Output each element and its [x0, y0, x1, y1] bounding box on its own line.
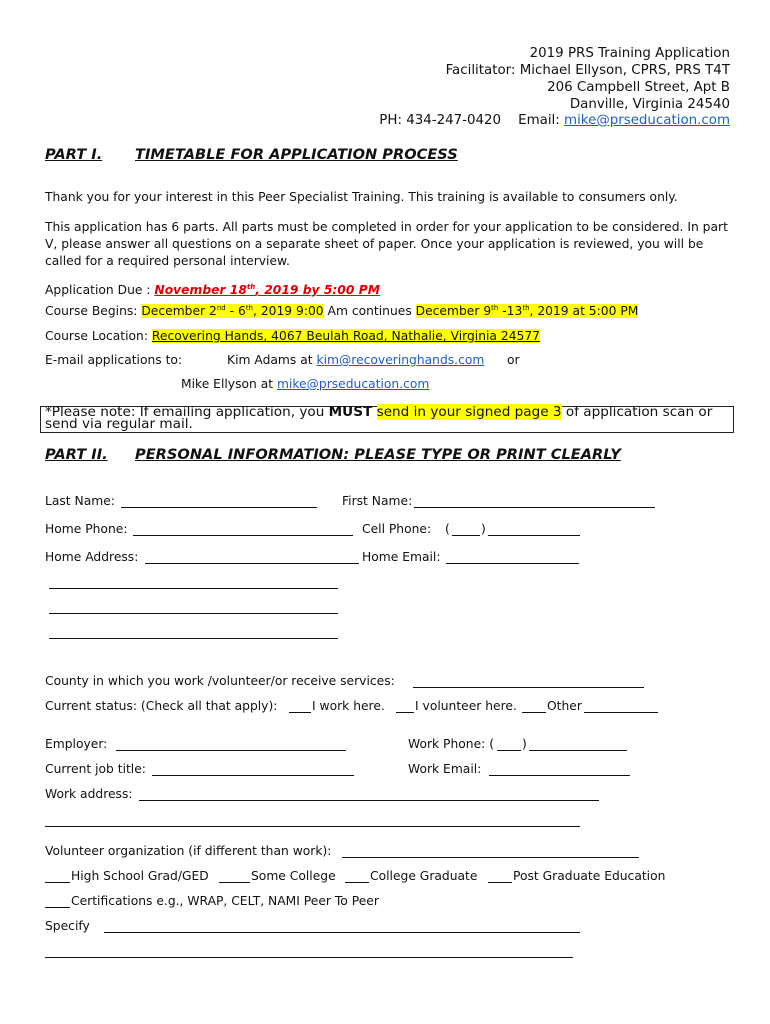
note-line-1: *Please note: If emailing application, you MUST send in your signed page 3 of application scan or [45, 404, 713, 420]
edu-post-check[interactable] [488, 882, 512, 883]
employer-label: Employer: [45, 737, 108, 751]
course-location [45, 329, 540, 343]
status-label: Current status: (Check all that apply): [45, 699, 278, 713]
or-text: or [507, 353, 520, 367]
mike-label: Mike Ellyson at [181, 377, 277, 391]
home-address-line-2[interactable] [49, 588, 338, 589]
home-phone-field[interactable] [133, 535, 353, 536]
header-email-label: Email: [518, 113, 560, 128]
certs-check[interactable] [45, 907, 70, 908]
begins-date: December 2nd - 6th, 2019 9:00 [141, 303, 324, 318]
header-email-link[interactable]: mike@prseducation.com [564, 113, 730, 128]
mike-contact [181, 377, 429, 391]
header-contact [379, 113, 730, 128]
status-other-check[interactable] [522, 712, 546, 713]
work-phone-close: ) [522, 737, 527, 751]
begins-label: Course Begins: [45, 304, 142, 318]
cell-area-field[interactable] [452, 535, 480, 536]
employer-field[interactable] [116, 750, 346, 751]
cell-phone-label: Cell Phone: [362, 522, 432, 536]
first-name-label: First Name: [342, 494, 413, 508]
edu-post-label: Post Graduate Education [513, 869, 666, 883]
header-city: Danville, Virginia 24540 [569, 97, 730, 112]
edu-grad-label: College Graduate [370, 869, 478, 883]
due-date: November 18th, 2019 by 5:00 PM [154, 282, 380, 297]
volunteer-org-field[interactable] [342, 857, 639, 858]
part2-label: PART II. [45, 446, 108, 463]
work-email-field[interactable] [489, 775, 630, 776]
home-email-label: Home Email: [362, 550, 441, 564]
edu-hs-check[interactable] [45, 882, 70, 883]
work-address-label: Work address: [45, 787, 133, 801]
work-phone-area-field[interactable] [497, 750, 521, 751]
edu-some-label: Some College [251, 869, 336, 883]
cell-phone-field[interactable] [488, 535, 580, 536]
note-line-2: send via regular mail. [45, 416, 193, 432]
certs-label: Certifications e.g., WRAP, CELT, NAMI Peer To Peer [71, 894, 379, 908]
home-address-line-3[interactable] [49, 613, 338, 614]
mike-email-link[interactable]: mike@prseducation.com [276, 377, 430, 391]
specify-line-2[interactable] [45, 957, 573, 958]
home-address-line-4[interactable] [49, 638, 338, 639]
status-work-check[interactable] [289, 712, 311, 713]
part1-title: TIMETABLE FOR APPLICATION PROCESS [135, 146, 458, 163]
cell-area-open: ( [445, 522, 450, 536]
location-label: Course Location: [45, 329, 152, 343]
last-name-label: Last Name: [45, 494, 115, 508]
location-value: Recovering Hands, 4067 Beulah Road, Nathalie, Virginia 24577 [151, 329, 540, 343]
course-begins [45, 304, 638, 318]
header-phone: PH: 434-247-0420 [379, 113, 502, 128]
email-apps-label: E-mail applications to: [45, 353, 183, 367]
specify-label: Specify [45, 919, 90, 933]
status-other-field[interactable] [584, 712, 658, 713]
header-street: 206 Campbell Street, Apt B [547, 80, 730, 95]
note-highlight: send in your signed page 3 [376, 404, 562, 420]
work-address-field[interactable] [139, 800, 599, 801]
status-volunteer-check[interactable] [396, 712, 414, 713]
work-phone-label: Work Phone: ( [408, 737, 494, 751]
volunteer-org-label: Volunteer organization (if different than work): [45, 844, 332, 858]
due-label: Application Due : [45, 283, 155, 297]
job-title-label: Current job title: [45, 762, 146, 776]
edu-some-check[interactable] [219, 882, 250, 883]
county-field[interactable] [413, 687, 644, 688]
status-work-label: I work here. [312, 699, 385, 713]
home-address-label: Home Address: [45, 550, 139, 564]
part2-title: PERSONAL INFORMATION: PLEASE TYPE OR PRINT CLEARLY [135, 446, 621, 463]
first-name-field[interactable] [414, 507, 655, 508]
county-label: County in which you work /volunteer/or receive services: [45, 674, 395, 688]
specify-field[interactable] [104, 932, 580, 933]
last-name-field[interactable] [121, 507, 317, 508]
part1-parts-text: This application has 6 parts. All parts must be completed in order for your application to be considered. In part V, please answer all questions on a separate sheet of paper. Once your application is reviewed, you will be called for a required personal interview. [45, 220, 728, 268]
home-email-field[interactable] [446, 563, 579, 564]
edu-hs-label: High School Grad/GED [71, 869, 209, 883]
kim-contact [227, 353, 484, 367]
continues-text: Am continues [323, 304, 416, 318]
kim-label: Kim Adams at [227, 353, 317, 367]
work-phone-field[interactable] [529, 750, 627, 751]
work-email-label: Work Email: [408, 762, 482, 776]
application-due [45, 283, 380, 297]
header-facilitator: Facilitator: Michael Ellyson, CPRS, PRS T4T [445, 63, 730, 78]
job-title-field[interactable] [152, 775, 354, 776]
home-phone-label: Home Phone: [45, 522, 128, 536]
continues-date: December 9th -13th, 2019 at 5:00 PM [415, 303, 639, 318]
cell-area-close: ) [481, 522, 486, 536]
part1-intro: Thank you for your interest in this Peer Specialist Training. This training is available to consumers only. [45, 190, 678, 204]
status-volunteer-label: I volunteer here. [415, 699, 517, 713]
home-address-field[interactable] [145, 563, 359, 564]
status-other-label: Other [547, 699, 582, 713]
edu-grad-check[interactable] [345, 882, 369, 883]
part1-label: PART I. [45, 146, 103, 163]
header-title: 2019 PRS Training Application [529, 46, 730, 61]
kim-email-link[interactable]: kim@recoveringhands.com [316, 353, 485, 367]
work-address-line-2[interactable] [45, 826, 580, 827]
